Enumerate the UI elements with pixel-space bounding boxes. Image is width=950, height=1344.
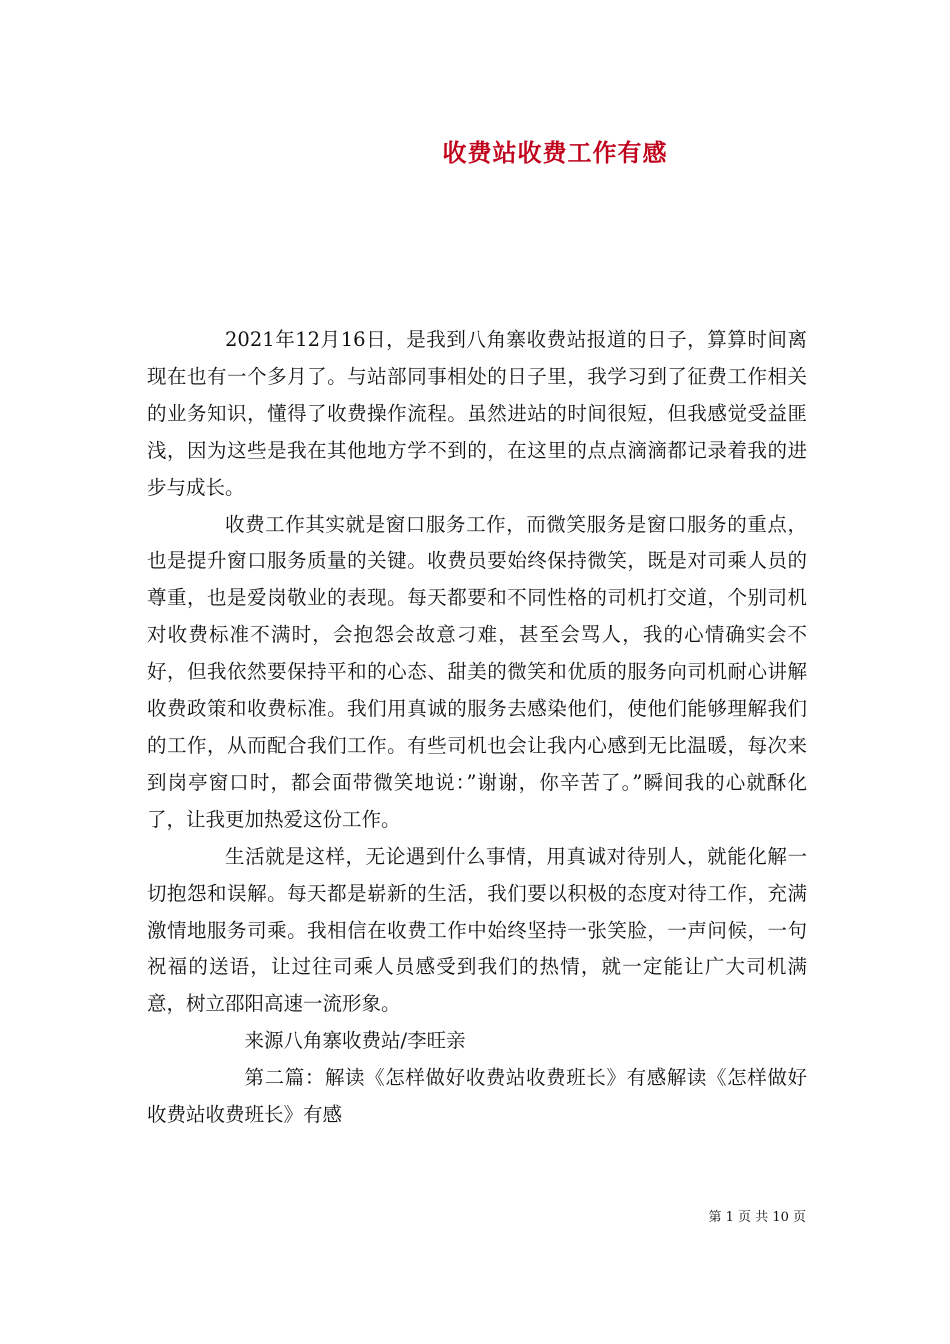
page-number: 第 1 页 共 10 页 — [708, 1210, 806, 1225]
document-body — [147, 322, 807, 1134]
paragraph-1: 2021年12月16日，是我到八角寨收费站报道的日子，算算时间离现在也有一个多月了。与站部同事相处的日子里，我学习到了征费工作相关的业务知识，懂得了收费操作流程。虽然进站的时间很短，但我感觉受益匪浅，因为这些是我在其他地方学不到的，在这里的点点滴滴都记录着我的进步与成长。 — [147, 328, 807, 499]
paragraph-3: 生活就是这样，无论遇到什么事情，用真诚对待别人，就能化解一切抱怨和误解。每天都是崭新的生活，我们要以积极的态度对待工作，充满激情地服务司乘。我相信在收费工作中始终坚持一张笑脸，一声问候，一句祝福的送语，让过往司乘人员感受到我们的热情，就一定能让广大司机满意，树立邵阳高速一流形象。 — [147, 844, 807, 1016]
next-section-heading: 第二篇：解读《怎样做好收费站收费班长》有感解读《怎样做好收费站收费班长》有感 — [147, 1066, 807, 1127]
source-line: 来源八角寨收费站/李旺亲 — [244, 1029, 466, 1053]
paragraph-2: 收费工作其实就是窗口服务工作，而微笑服务是窗口服务的重点，也是提升窗口服务质量的关键。收费员要始终保持微笑，既是对司乘人员的尊重，也是爱岗敬业的表现。每天都要和不同性格的司机打交道，个别司机对收费标准不满时，会抱怨会故意刁难，甚至会骂人，我的心情确实会不好，但我依然要保持平和的心态、甜美的微笑和优质的服务向司机耐心讲解收费政策和收费标准。我们用真诚的服务去感染他们，使他们能够理解我们的工作，从而配合我们工作。有些司机也会让我内心感到无比温暖，每次来到岗亭窗口时，都会面带微笑地说：”谢谢，你辛苦了。”瞬间我的心就酥化了，让我更加热爱这份工作。 — [147, 512, 807, 831]
document-title: 收费站收费工作有感 — [442, 138, 668, 167]
